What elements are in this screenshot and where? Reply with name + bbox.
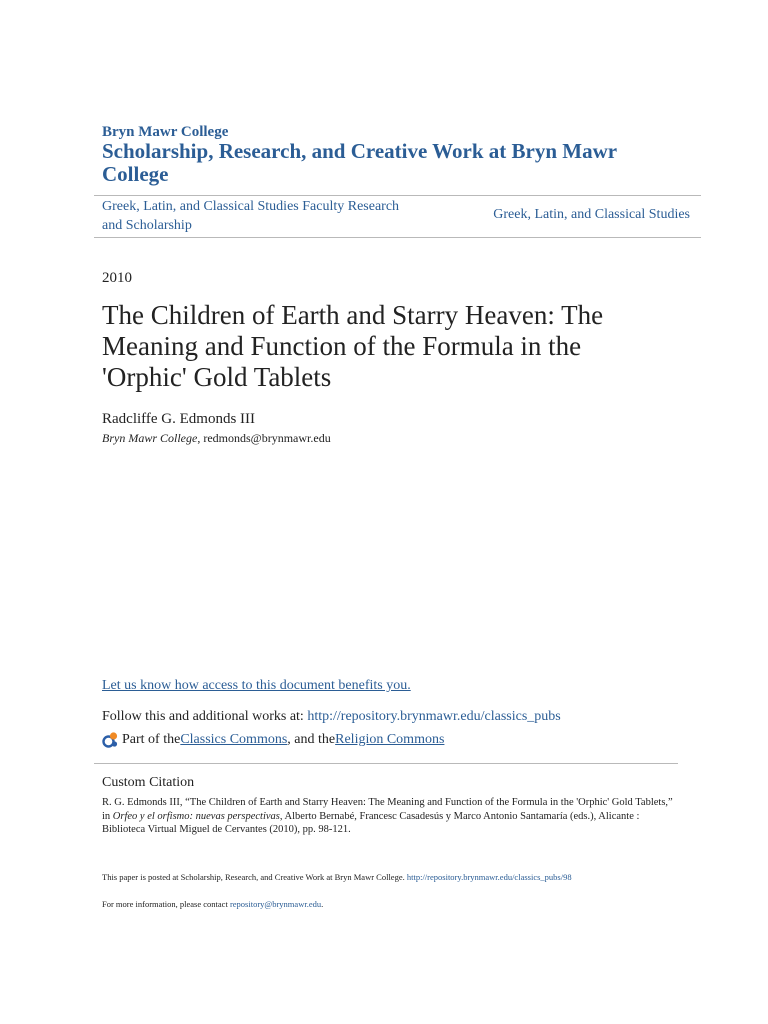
- follow-prefix: Follow this and additional works at:: [102, 709, 308, 724]
- author-name: Radcliffe G. Edmonds III: [102, 411, 256, 427]
- repository-url-link[interactable]: http://repository.brynmawr.edu/classics_pubs: [307, 709, 561, 724]
- repository-title[interactable]: Scholarship, Research, and Creative Work at Bryn Mawr College: [102, 139, 617, 186]
- affiliation-email: , redmonds@brynmawr.edu: [197, 431, 331, 445]
- citation-label: Custom Citation: [102, 775, 195, 790]
- posted-notice: [102, 872, 572, 882]
- part-of-line: [102, 731, 444, 749]
- citation-divider: [94, 763, 678, 764]
- affiliation-institution: Bryn Mawr College: [102, 431, 198, 445]
- institution-name[interactable]: Bryn Mawr College: [102, 124, 229, 140]
- partof-middle: , and the: [287, 732, 336, 747]
- contact-text: For more information, please contact: [102, 899, 230, 909]
- citation-part1: R. G. Edmonds III, “The Children of Earth and Starry Heaven: The Meaning and Function of the Formula in the 'Orphic' Gold Tablets,” in: [102, 797, 673, 822]
- document-title: The Children of Earth and Starry Heaven: The Meaning and Function of the Formula in the 'Orphic' Gold Tablets: [102, 300, 604, 392]
- follow-line: [102, 709, 561, 725]
- top-divider: [94, 195, 701, 196]
- citation-book-title: Orfeo y el orfismo: nuevas perspectivas: [112, 810, 280, 822]
- contact-notice: [102, 899, 323, 909]
- classics-commons-link[interactable]: Classics Commons: [180, 732, 288, 747]
- publication-year: 2010: [102, 270, 132, 286]
- posted-text: This paper is posted at Scholarship, Research, and Creative Work at Bryn Mawr College.: [102, 872, 407, 882]
- department-link[interactable]: Greek, Latin, and Classical Studies: [493, 207, 690, 222]
- contact-end: .: [321, 899, 324, 909]
- religion-commons-link[interactable]: Religion Commons: [335, 732, 445, 747]
- contact-email-link[interactable]: repository@brynmawr.edu: [229, 899, 322, 909]
- citation-part2: , Alberto Bernabé, Francesc Casadesús y Marco Antonio Santamaría (eds.), Alicante : Biblioteca Virtual Miguel de Cervantes (2010), pp. 98-121.: [102, 810, 640, 835]
- commons-network-icon: [102, 731, 120, 749]
- citation-text: [102, 796, 677, 837]
- partof-prefix: Part of the: [122, 732, 181, 747]
- bottom-divider: [94, 237, 701, 238]
- feedback-link[interactable]: Let us know how access to this document benefits you.: [102, 678, 411, 693]
- author-affiliation: [102, 431, 331, 446]
- paper-url-link[interactable]: http://repository.brynmawr.edu/classics_pubs/98: [406, 872, 572, 882]
- collection-link[interactable]: Greek, Latin, and Classical Studies Faculty Research and Scholarship: [102, 199, 400, 233]
